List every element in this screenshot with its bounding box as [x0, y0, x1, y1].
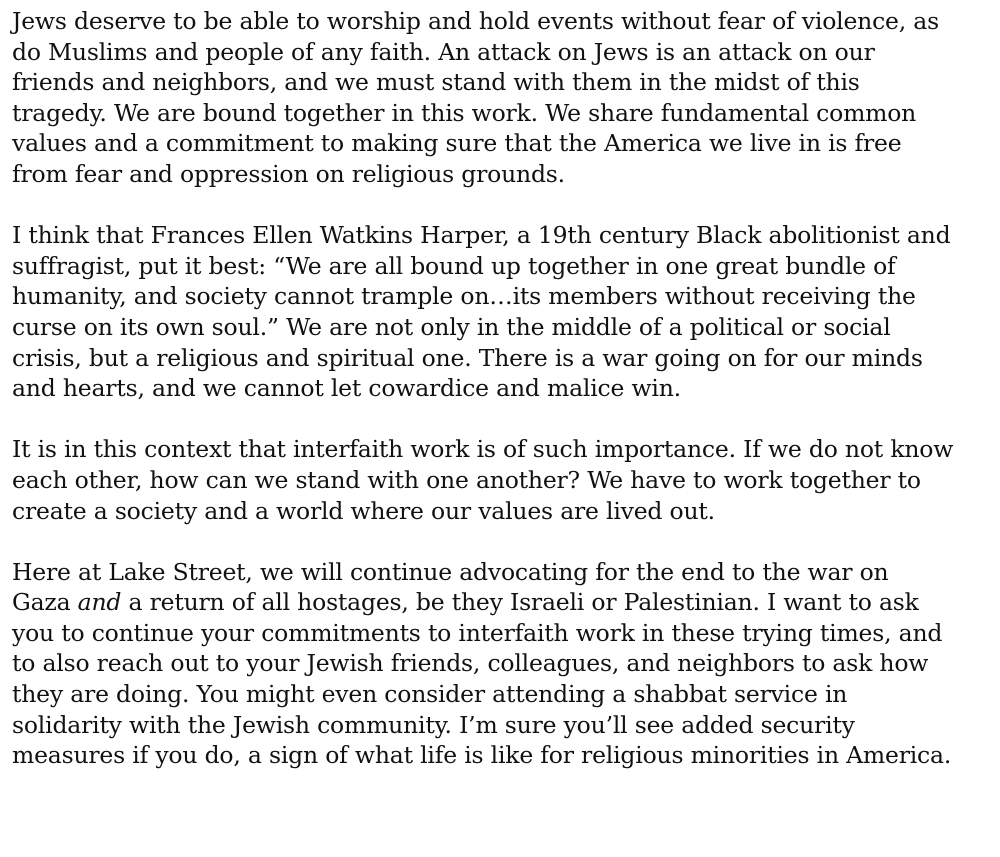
text-line: they are doing. You might even consider attending a shabbat service in [12, 680, 848, 709]
text-line: you to continue your commitments to interfaith work in these trying times, and [12, 618, 943, 647]
text-line: values and a commitment to making sure that the America we live in is free [12, 129, 902, 158]
text-line: each other, how can we stand with one another? We have to work together to [12, 465, 921, 494]
text-line: from fear and oppression on religious grounds. [12, 159, 565, 188]
paragraph-4 [12, 557, 994, 771]
text-line: and hearts, and we cannot let cowardice and malice win. [12, 374, 681, 403]
paragraph-2 [12, 220, 994, 404]
paragraph-1 [12, 6, 994, 190]
text-line: do Muslims and people of any faith. An attack on Jews is an attack on our [12, 37, 875, 66]
text-line: tragedy. We are bound together in this work. We share fundamental common [12, 98, 917, 127]
text-line: curse on its own soul.” We are not only in the middle of a political or social [12, 312, 891, 341]
text-line: Jews deserve to be able to worship and hold events without fear of violence, as [12, 7, 939, 35]
text-line: It is in this context that interfaith work is of such importance. If we do not know [12, 435, 954, 464]
paragraph-3 [12, 434, 994, 526]
text-line: humanity, and society cannot trample on…its members without receiving the [12, 282, 916, 311]
emphasis-text: and [77, 588, 122, 617]
text-line: create a society and a world where our values are lived out. [12, 496, 715, 525]
text-line: measures if you do, a sign of what life is like for religious minorities in America. [12, 741, 952, 770]
text-line: Here at Lake Street, we will continue advocating for the end to the war on [12, 557, 889, 586]
text-line: crisis, but a religious and spiritual one. There is a war going on for our minds [12, 343, 923, 372]
text-line [12, 587, 994, 618]
text-line: solidarity with the Jewish community. I’m sure you’ll see added security [12, 710, 855, 739]
text-line: friends and neighbors, and we must stand with them in the midst of this [12, 68, 860, 97]
text-segment: Gaza [12, 588, 78, 617]
text-line: to also reach out to your Jewish friends, colleagues, and neighbors to ask how [12, 649, 929, 678]
text-line: suffragist, put it best: “We are all bound up together in one great bundle of [12, 251, 896, 280]
text-segment: a return of all hostages, be they Israeli or Palestinian. I want to ask [121, 588, 919, 617]
text-line: I think that Frances Ellen Watkins Harper, a 19th century Black abolitionist and [12, 221, 951, 250]
